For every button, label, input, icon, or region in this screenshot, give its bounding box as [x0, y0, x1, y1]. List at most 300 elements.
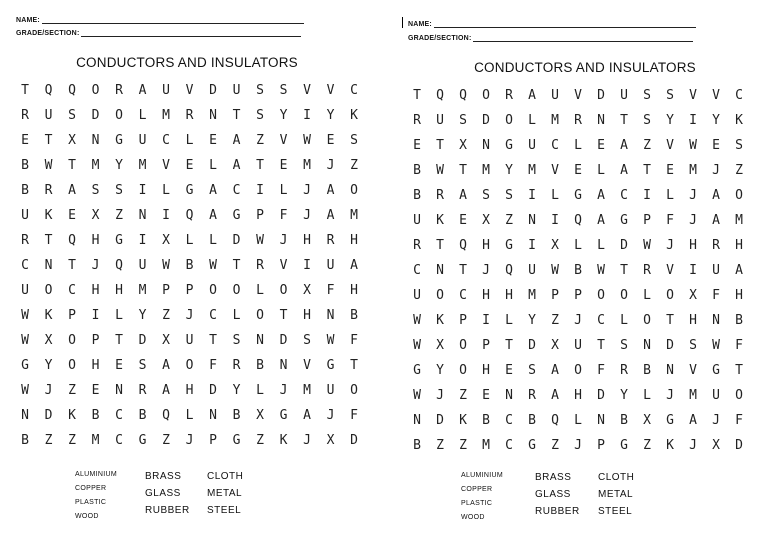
grid-letter[interactable]: W	[21, 333, 29, 348]
grid-letter[interactable]: U	[138, 133, 147, 148]
name-line[interactable]	[42, 16, 304, 24]
grid-letter[interactable]: J	[44, 383, 53, 398]
grid-letter[interactable]: T	[643, 163, 651, 178]
grid-letter[interactable]: X	[482, 213, 490, 228]
grid-letter[interactable]: U	[712, 263, 720, 278]
grid-letter[interactable]: O	[209, 283, 217, 298]
grid-letter[interactable]: N	[209, 408, 217, 423]
grid-letter[interactable]: T	[459, 263, 467, 278]
grid-letter[interactable]: E	[459, 213, 467, 228]
grid-letter[interactable]: W	[209, 258, 217, 273]
grid-letter[interactable]: Z	[350, 158, 358, 173]
grid-letter[interactable]: P	[574, 288, 582, 303]
grid-letter[interactable]: R	[21, 233, 29, 248]
grid-letter[interactable]: A	[712, 188, 720, 203]
grid-letter[interactable]: D	[44, 408, 53, 423]
grid-letter[interactable]: H	[91, 283, 100, 298]
grid-letter[interactable]: I	[482, 313, 490, 328]
grid-letter[interactable]: B	[413, 188, 421, 203]
grid-letter[interactable]: D	[666, 338, 674, 353]
grid-letter[interactable]: C	[620, 188, 628, 203]
grid-letter[interactable]: S	[482, 188, 490, 203]
grid-letter[interactable]: Y	[505, 163, 513, 178]
grid-letter[interactable]: X	[162, 233, 170, 248]
grid-letter[interactable]: O	[68, 333, 76, 348]
grid-letter[interactable]: T	[459, 163, 467, 178]
grid-letter[interactable]: R	[326, 233, 335, 248]
grid-letter[interactable]: A	[712, 213, 720, 228]
grid-letter[interactable]: G	[326, 358, 335, 373]
grid-letter[interactable]: G	[505, 238, 513, 253]
grid-letter[interactable]: M	[689, 163, 697, 178]
grid-letter[interactable]: Z	[256, 133, 264, 148]
grid-letter[interactable]: L	[115, 308, 123, 323]
grid-letter[interactable]: F	[350, 408, 358, 423]
grid-letter[interactable]: C	[350, 83, 358, 98]
grid-letter[interactable]: C	[505, 413, 513, 428]
grid-letter[interactable]: J	[279, 233, 288, 248]
grid-letter[interactable]: Y	[326, 108, 335, 123]
grid-letter[interactable]: R	[413, 238, 421, 253]
grid-letter[interactable]: G	[528, 438, 536, 453]
grid-letter[interactable]: C	[21, 258, 29, 273]
grid-letter[interactable]: J	[666, 238, 674, 253]
grid-letter[interactable]: R	[44, 183, 53, 198]
grid-letter[interactable]: K	[459, 413, 467, 428]
grid-letter[interactable]: Z	[505, 213, 513, 228]
grid-letter[interactable]: Y	[712, 113, 720, 128]
grid-letter[interactable]: B	[528, 413, 536, 428]
grid-letter[interactable]: A	[209, 208, 217, 223]
grid-letter[interactable]: E	[413, 138, 421, 153]
grid-letter[interactable]: H	[689, 238, 697, 253]
grid-letter[interactable]: L	[256, 283, 264, 298]
grid-letter[interactable]: X	[326, 433, 335, 448]
grid-letter[interactable]: J	[689, 213, 697, 228]
grid-letter[interactable]: J	[279, 383, 288, 398]
grid-letter[interactable]: N	[209, 108, 217, 123]
grid-letter[interactable]: P	[459, 313, 467, 328]
grid-letter[interactable]: Z	[162, 308, 170, 323]
grid-letter[interactable]: A	[326, 208, 335, 223]
grid-letter[interactable]: L	[528, 113, 536, 128]
grid-letter[interactable]: Y	[528, 313, 536, 328]
grid-letter[interactable]: C	[413, 263, 421, 278]
grid-letter[interactable]: Y	[666, 113, 674, 128]
grid-letter[interactable]: L	[505, 313, 513, 328]
grid-letter[interactable]: M	[91, 433, 100, 448]
grid-letter[interactable]: E	[68, 208, 76, 223]
grid-letter[interactable]: A	[326, 183, 335, 198]
grid-letter[interactable]: L	[138, 108, 147, 123]
grid-letter[interactable]: J	[303, 208, 311, 223]
grid-letter[interactable]: C	[209, 308, 217, 323]
grid-letter[interactable]: T	[597, 338, 605, 353]
grid-letter[interactable]: C	[597, 313, 605, 328]
grid-letter[interactable]: R	[574, 113, 582, 128]
grid-letter[interactable]: G	[232, 433, 241, 448]
grid-letter[interactable]: W	[413, 388, 421, 403]
grid-letter[interactable]: J	[689, 188, 697, 203]
grid-letter[interactable]: T	[505, 338, 513, 353]
grid-letter[interactable]: U	[574, 338, 582, 353]
grid-letter[interactable]: P	[91, 333, 100, 348]
grid-letter[interactable]: Q	[44, 83, 53, 98]
grid-letter[interactable]: J	[689, 438, 697, 453]
grid-letter[interactable]: O	[44, 283, 53, 298]
grid-letter[interactable]: B	[482, 413, 490, 428]
grid-letter[interactable]: F	[279, 208, 288, 223]
grid-letter[interactable]: B	[256, 358, 264, 373]
grid-letter[interactable]: Y	[620, 388, 628, 403]
grid-letter[interactable]: P	[209, 433, 217, 448]
grid-letter[interactable]: T	[256, 158, 264, 173]
grid-letter[interactable]: M	[162, 108, 170, 123]
grid-letter[interactable]: T	[413, 88, 421, 103]
grid-letter[interactable]: F	[735, 338, 743, 353]
grid-letter[interactable]: R	[232, 358, 241, 373]
grid-letter[interactable]: W	[162, 258, 170, 273]
grid-letter[interactable]: V	[666, 138, 674, 153]
grid-letter[interactable]: N	[138, 208, 147, 223]
grid-letter[interactable]: I	[256, 183, 264, 198]
grid-letter[interactable]: C	[232, 183, 241, 198]
grid-letter[interactable]: R	[138, 383, 147, 398]
grid-letter[interactable]: B	[574, 263, 582, 278]
grid-letter[interactable]: A	[459, 188, 467, 203]
grid-letter[interactable]: A	[620, 138, 628, 153]
grid-letter[interactable]: E	[326, 133, 335, 148]
grid-letter[interactable]: Y	[115, 158, 123, 173]
grid-letter[interactable]: Q	[459, 88, 467, 103]
grid-letter[interactable]: A	[232, 133, 241, 148]
grid-letter[interactable]: K	[68, 408, 76, 423]
grid-letter[interactable]: D	[209, 383, 217, 398]
grid-letter[interactable]: U	[138, 258, 147, 273]
grid-letter[interactable]: A	[551, 363, 559, 378]
grid-letter[interactable]: T	[620, 113, 628, 128]
grid-letter[interactable]: T	[232, 108, 241, 123]
grid-letter[interactable]: E	[115, 358, 123, 373]
grid-letter[interactable]: C	[115, 433, 123, 448]
grid-letter[interactable]: Z	[643, 138, 651, 153]
grid-letter[interactable]: H	[735, 238, 743, 253]
grid-letter[interactable]: S	[303, 333, 311, 348]
grid-letter[interactable]: E	[279, 158, 288, 173]
grid-letter[interactable]: R	[620, 363, 628, 378]
grid-letter[interactable]: R	[528, 388, 536, 403]
grid-letter[interactable]: C	[551, 138, 559, 153]
grid-letter[interactable]: W	[303, 133, 311, 148]
grid-letter[interactable]: S	[68, 108, 76, 123]
grid-letter[interactable]: L	[574, 413, 582, 428]
grid-letter[interactable]: H	[185, 383, 194, 398]
grid-letter[interactable]: H	[482, 288, 490, 303]
grid-letter[interactable]: F	[326, 283, 335, 298]
grid-letter[interactable]: E	[574, 163, 582, 178]
grid-letter[interactable]: O	[597, 288, 605, 303]
grid-letter[interactable]: B	[413, 438, 421, 453]
grid-letter[interactable]: O	[91, 83, 100, 98]
grid-letter[interactable]: N	[712, 313, 720, 328]
grid-letter[interactable]: E	[21, 133, 29, 148]
grid-letter[interactable]: I	[528, 188, 536, 203]
grid-letter[interactable]: O	[620, 288, 628, 303]
grid-letter[interactable]: D	[279, 333, 288, 348]
grid-letter[interactable]: Z	[68, 383, 76, 398]
grid-letter[interactable]: Q	[574, 213, 582, 228]
grid-letter[interactable]: S	[643, 113, 651, 128]
grid-letter[interactable]: A	[68, 183, 76, 198]
grid-letter[interactable]: Y	[279, 108, 288, 123]
grid-letter[interactable]: L	[643, 288, 651, 303]
grid-letter[interactable]: M	[735, 213, 743, 228]
grid-letter[interactable]: B	[21, 158, 29, 173]
grid-letter[interactable]: R	[256, 258, 264, 273]
grid-letter[interactable]: S	[666, 88, 674, 103]
grid-letter[interactable]: I	[689, 113, 697, 128]
grid-letter[interactable]: E	[209, 133, 217, 148]
grid-letter[interactable]: V	[185, 83, 194, 98]
grid-letter[interactable]: T	[232, 258, 241, 273]
grid-letter[interactable]: Y	[232, 383, 241, 398]
grid-letter[interactable]: O	[350, 183, 358, 198]
grid-letter[interactable]: U	[326, 383, 335, 398]
grid-letter[interactable]: V	[689, 88, 697, 103]
grid-letter[interactable]: V	[279, 133, 288, 148]
grid-letter[interactable]: N	[597, 413, 605, 428]
grid-letter[interactable]: P	[551, 288, 559, 303]
grid-letter[interactable]: M	[303, 158, 311, 173]
grid-letter[interactable]: N	[643, 338, 651, 353]
grid-letter[interactable]: U	[551, 88, 559, 103]
grid-letter[interactable]: A	[597, 188, 605, 203]
grid-letter[interactable]: N	[326, 308, 335, 323]
grid-letter[interactable]: B	[91, 408, 100, 423]
grid-letter[interactable]: J	[326, 408, 335, 423]
grid-letter[interactable]: S	[689, 338, 697, 353]
grid-letter[interactable]: L	[209, 158, 217, 173]
grid-letter[interactable]: D	[209, 83, 217, 98]
grid-letter[interactable]: N	[44, 258, 53, 273]
grid-letter[interactable]: U	[21, 283, 29, 298]
grid-letter[interactable]: E	[712, 138, 720, 153]
grid-letter[interactable]: N	[505, 388, 513, 403]
grid-letter[interactable]: R	[185, 108, 194, 123]
grid-letter[interactable]: X	[44, 333, 53, 348]
grid-letter[interactable]: L	[666, 188, 674, 203]
grid-letter[interactable]: M	[528, 288, 536, 303]
grid-letter[interactable]: C	[505, 438, 513, 453]
grid-letter[interactable]: I	[138, 183, 147, 198]
grid-letter[interactable]: A	[232, 158, 241, 173]
grid-letter[interactable]: H	[482, 363, 490, 378]
grid-letter[interactable]: W	[551, 263, 559, 278]
grid-letter[interactable]: E	[185, 158, 194, 173]
grid-letter[interactable]: Z	[551, 313, 559, 328]
grid-letter[interactable]: W	[597, 263, 605, 278]
grid-letter[interactable]: T	[115, 333, 123, 348]
name-line[interactable]	[434, 20, 696, 28]
grid-letter[interactable]: Q	[185, 208, 194, 223]
grid-letter[interactable]: M	[551, 113, 559, 128]
grid-letter[interactable]: S	[256, 108, 264, 123]
grid-letter[interactable]: E	[91, 383, 100, 398]
grid-letter[interactable]: C	[162, 133, 170, 148]
grid-letter[interactable]: I	[643, 188, 651, 203]
grid-letter[interactable]: K	[436, 313, 444, 328]
grid-letter[interactable]: W	[44, 158, 53, 173]
grid-letter[interactable]: Y	[436, 363, 444, 378]
grid-letter[interactable]: L	[643, 388, 651, 403]
grid-letter[interactable]: K	[44, 208, 53, 223]
grid-letter[interactable]: A	[350, 258, 358, 273]
grid-letter[interactable]: Z	[44, 433, 53, 448]
grid-letter[interactable]: H	[482, 238, 490, 253]
grid-letter[interactable]: I	[689, 263, 697, 278]
grid-letter[interactable]: J	[185, 308, 194, 323]
grid-letter[interactable]: D	[597, 88, 605, 103]
grid-letter[interactable]: L	[574, 138, 582, 153]
grid-letter[interactable]: M	[482, 163, 490, 178]
grid-letter[interactable]: O	[666, 288, 674, 303]
grid-letter[interactable]: M	[91, 158, 100, 173]
grid-letter[interactable]: O	[436, 288, 444, 303]
grid-letter[interactable]: D	[620, 238, 628, 253]
grid-letter[interactable]: I	[162, 208, 170, 223]
grid-letter[interactable]: S	[350, 133, 358, 148]
grid-letter[interactable]: G	[115, 133, 123, 148]
grid-letter[interactable]: I	[551, 213, 559, 228]
grid-letter[interactable]: P	[185, 283, 194, 298]
grid-letter[interactable]: K	[436, 213, 444, 228]
grid-letter[interactable]: O	[643, 313, 651, 328]
grid-letter[interactable]: C	[68, 283, 76, 298]
grid-letter[interactable]: N	[436, 263, 444, 278]
grid-letter[interactable]: W	[436, 163, 444, 178]
grid-letter[interactable]: J	[185, 433, 194, 448]
grid-letter[interactable]: I	[303, 108, 311, 123]
grid-letter[interactable]: O	[232, 283, 241, 298]
grid-letter[interactable]: C	[735, 88, 743, 103]
grid-letter[interactable]: T	[21, 83, 29, 98]
grid-letter[interactable]: O	[735, 388, 743, 403]
grid-letter[interactable]: G	[21, 358, 29, 373]
grid-letter[interactable]: B	[620, 413, 628, 428]
grid-letter[interactable]: J	[712, 413, 720, 428]
grid-letter[interactable]: G	[712, 363, 720, 378]
grid-letter[interactable]: D	[528, 338, 536, 353]
grid-letter[interactable]: A	[162, 383, 170, 398]
grid-letter[interactable]: H	[735, 288, 743, 303]
grid-letter[interactable]: H	[350, 283, 358, 298]
grid-letter[interactable]: P	[162, 283, 170, 298]
grid-letter[interactable]: C	[459, 288, 467, 303]
grid-letter[interactable]: Q	[162, 408, 170, 423]
grid-letter[interactable]: R	[115, 83, 123, 98]
grid-letter[interactable]: N	[413, 413, 421, 428]
grid-letter[interactable]: E	[666, 163, 674, 178]
grid-letter[interactable]: H	[505, 288, 513, 303]
grid-letter[interactable]: O	[459, 338, 467, 353]
grid-letter[interactable]: S	[91, 183, 100, 198]
grade-line[interactable]	[473, 34, 693, 42]
grid-letter[interactable]: G	[620, 438, 628, 453]
grid-letter[interactable]: V	[574, 88, 582, 103]
grid-letter[interactable]: A	[689, 413, 697, 428]
grid-letter[interactable]: H	[303, 308, 311, 323]
grid-letter[interactable]: B	[643, 363, 651, 378]
grid-letter[interactable]: W	[689, 138, 697, 153]
grid-letter[interactable]: X	[551, 238, 559, 253]
grid-letter[interactable]: V	[326, 83, 335, 98]
grid-letter[interactable]: A	[138, 83, 147, 98]
grid-letter[interactable]: J	[666, 388, 674, 403]
grid-letter[interactable]: P	[68, 308, 76, 323]
grid-letter[interactable]: B	[185, 258, 194, 273]
grid-letter[interactable]: E	[482, 388, 490, 403]
grid-letter[interactable]: O	[459, 363, 467, 378]
grid-letter[interactable]: D	[138, 333, 147, 348]
grid-letter[interactable]: Z	[735, 163, 743, 178]
grid-letter[interactable]: R	[413, 113, 421, 128]
grid-letter[interactable]: N	[279, 358, 288, 373]
grid-letter[interactable]: K	[666, 438, 674, 453]
grid-letter[interactable]: X	[256, 408, 264, 423]
grid-letter[interactable]: N	[256, 333, 264, 348]
grid-letter[interactable]: V	[666, 263, 674, 278]
grid-letter[interactable]: A	[303, 408, 311, 423]
grid-letter[interactable]: L	[185, 233, 194, 248]
grid-letter[interactable]: V	[551, 163, 559, 178]
grid-letter[interactable]: H	[350, 233, 358, 248]
grid-letter[interactable]: A	[735, 263, 743, 278]
grid-letter[interactable]: F	[666, 213, 674, 228]
grid-letter[interactable]: L	[185, 408, 194, 423]
grid-letter[interactable]: L	[279, 183, 288, 198]
grid-letter[interactable]: J	[712, 163, 720, 178]
grid-letter[interactable]: N	[21, 408, 29, 423]
grid-letter[interactable]: G	[279, 408, 288, 423]
grid-letter[interactable]: R	[505, 88, 513, 103]
grid-letter[interactable]: G	[115, 233, 123, 248]
grid-letter[interactable]: M	[138, 158, 147, 173]
grid-letter[interactable]: T	[44, 233, 53, 248]
grid-letter[interactable]: Z	[436, 438, 444, 453]
grid-letter[interactable]: T	[68, 258, 76, 273]
grid-letter[interactable]: U	[185, 333, 194, 348]
grid-letter[interactable]: F	[712, 288, 720, 303]
grid-letter[interactable]: J	[303, 183, 311, 198]
grid-letter[interactable]: N	[528, 213, 536, 228]
grid-letter[interactable]: G	[620, 213, 628, 228]
grid-letter[interactable]: X	[643, 413, 651, 428]
grid-letter[interactable]: L	[162, 183, 170, 198]
grid-letter[interactable]: I	[303, 258, 311, 273]
grid-letter[interactable]: U	[232, 83, 241, 98]
grid-letter[interactable]: J	[91, 258, 100, 273]
grid-letter[interactable]: M	[138, 283, 147, 298]
grid-letter[interactable]: U	[528, 263, 536, 278]
grid-letter[interactable]: M	[303, 383, 311, 398]
grid-letter[interactable]: U	[44, 108, 53, 123]
grid-letter[interactable]: S	[620, 338, 628, 353]
grid-letter[interactable]: Z	[643, 438, 651, 453]
grid-letter[interactable]: S	[232, 333, 241, 348]
grid-letter[interactable]: W	[326, 333, 335, 348]
grid-letter[interactable]: K	[350, 108, 358, 123]
grid-letter[interactable]: P	[256, 208, 264, 223]
